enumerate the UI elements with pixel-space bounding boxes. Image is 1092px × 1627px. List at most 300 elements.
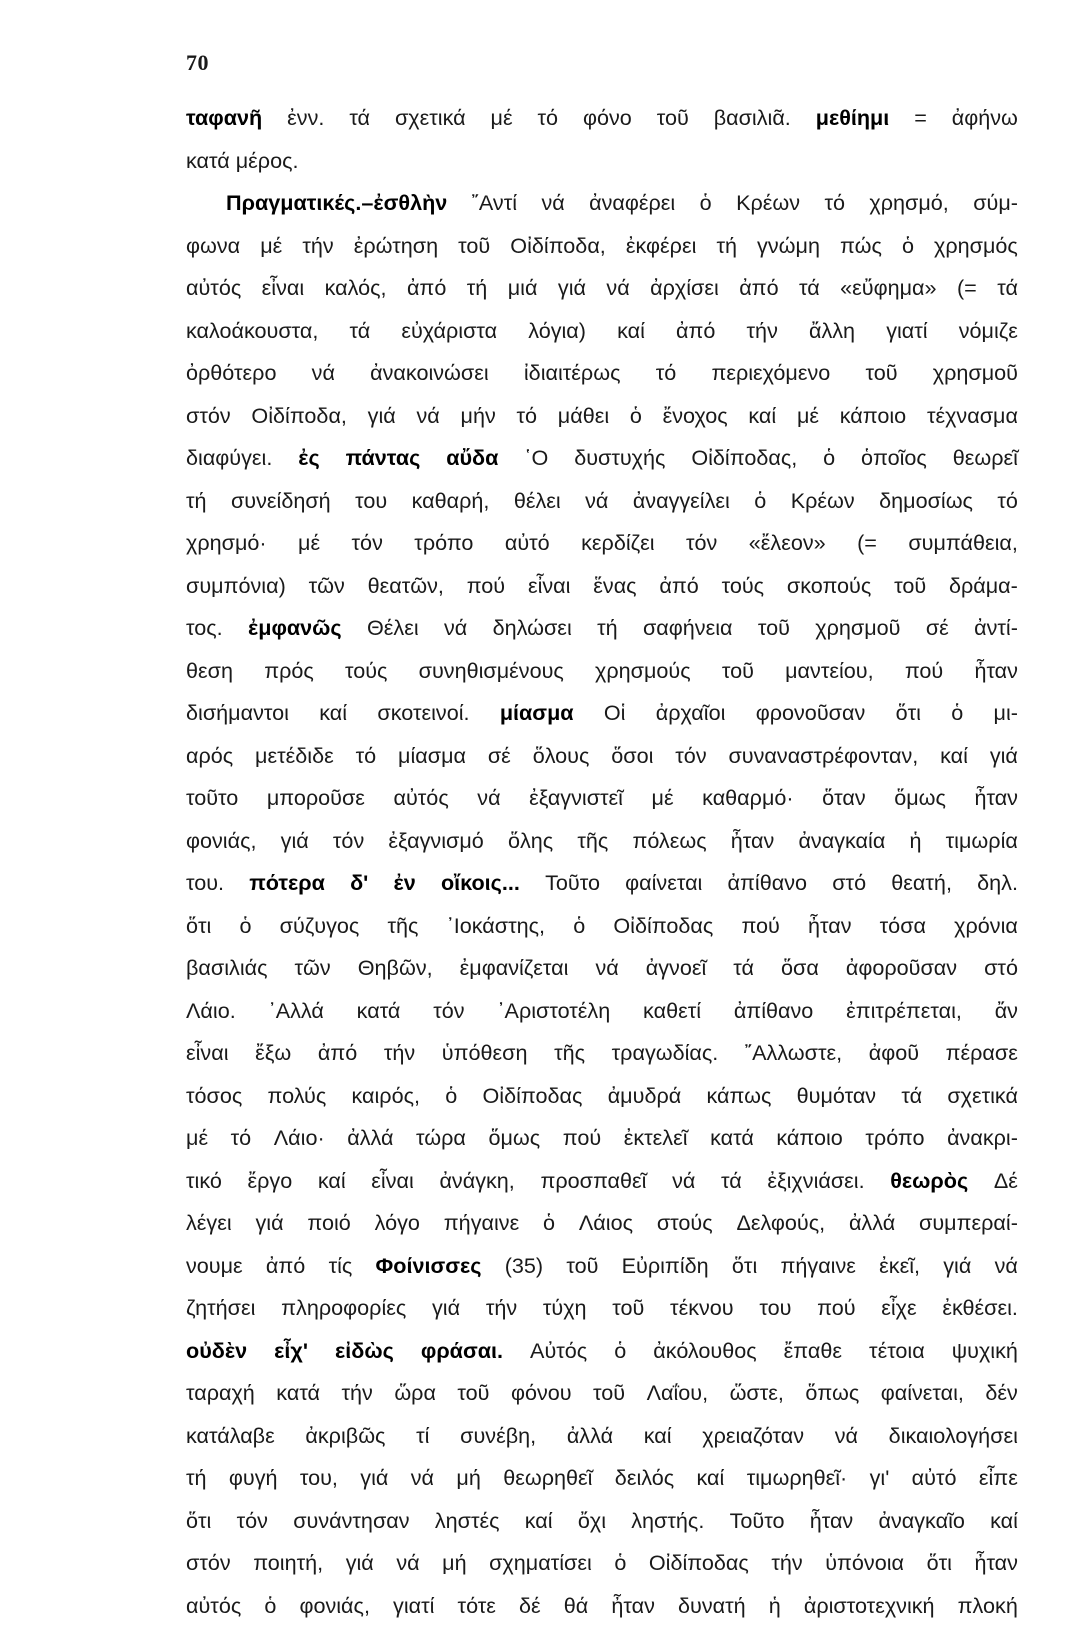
word: ἀπό	[676, 310, 715, 353]
word: νά	[312, 352, 335, 395]
text-line	[186, 310, 1018, 353]
word: ἄλλη	[809, 310, 855, 353]
word: ὅμως	[894, 777, 946, 820]
word: νά	[672, 1160, 695, 1203]
word: τῆς	[577, 820, 608, 863]
word: ὅταν	[822, 777, 866, 820]
word: μέ	[491, 97, 513, 140]
word: ὅλους	[533, 735, 590, 778]
text-line	[186, 395, 1018, 438]
word: τοῦ	[722, 650, 754, 693]
lemma-word: Φοίνισσες	[376, 1245, 482, 1288]
word: ἀναγκαία	[798, 820, 885, 863]
word: ἡ	[769, 1585, 781, 1627]
text-line	[186, 990, 1018, 1033]
word: γιατί	[393, 1585, 434, 1627]
word: φαίνεται	[625, 862, 702, 905]
word: μποροῦσε	[267, 777, 365, 820]
word: τήν	[486, 1287, 517, 1330]
word: ὁ	[614, 1330, 626, 1373]
word: (35)	[505, 1245, 543, 1288]
word: ἀναγγείλει	[633, 480, 730, 523]
word: αρός	[186, 735, 233, 778]
text-line	[186, 1287, 1018, 1330]
word: γι'	[870, 1457, 890, 1500]
word: τή	[186, 1457, 207, 1500]
text-line	[186, 1245, 1018, 1288]
word: πόλεως	[632, 820, 706, 863]
word: προσπαθεῖ	[540, 1160, 646, 1203]
word: μάθει	[558, 395, 609, 438]
text-line	[186, 522, 1018, 565]
text-line	[186, 1500, 1018, 1543]
word: Οἰδίποδας	[613, 905, 713, 948]
word: μήν	[461, 395, 496, 438]
word: πού	[467, 565, 505, 608]
word: συνηθισμένους	[419, 650, 564, 693]
word: ἀπό	[407, 267, 446, 310]
word: τή	[186, 480, 207, 523]
word: ὄχι	[578, 1500, 606, 1543]
lemma-word: ἐμφανῶς	[248, 607, 342, 650]
word: μαντείου,	[785, 650, 874, 693]
word: γιά	[360, 1457, 388, 1500]
word: ὁ	[445, 1075, 457, 1118]
word: νά	[835, 1415, 858, 1458]
text-line	[186, 97, 1018, 140]
word: τό	[824, 182, 845, 225]
word: ἀναφέρει	[589, 182, 675, 225]
word: ἦταν	[974, 1542, 1018, 1585]
word: μέ	[652, 777, 674, 820]
lemma-word: φράσαι.	[421, 1330, 503, 1373]
text-line	[186, 1330, 1018, 1373]
word: διαφύγει.	[186, 437, 272, 480]
word: αὐτός	[186, 1585, 241, 1627]
word: ἄν	[995, 990, 1018, 1033]
word: τήν	[771, 1542, 802, 1585]
word: σέ	[926, 607, 949, 650]
word: λόγια)	[528, 310, 586, 353]
word: τραγωδίας.	[612, 1032, 719, 1075]
text-line	[186, 267, 1018, 310]
word: ἀρχαῖοι	[656, 692, 726, 735]
word: τοῦ	[593, 1372, 625, 1415]
word: φονιάς,	[186, 820, 257, 863]
word: τέκνου	[670, 1287, 734, 1330]
word: κατά	[710, 1117, 754, 1160]
word: κατά	[186, 140, 230, 183]
text-line	[186, 1585, 1018, 1627]
word: ἀρχίσει	[650, 267, 719, 310]
word: Αὐτός	[530, 1330, 587, 1373]
word: τότε	[458, 1585, 496, 1627]
word: ὁ	[823, 437, 835, 480]
word: τώρα	[416, 1117, 466, 1160]
text-line	[186, 820, 1018, 863]
word: ἦταν	[974, 777, 1018, 820]
word: σύμ-	[973, 182, 1018, 225]
word: Λάιο·	[274, 1117, 325, 1160]
word: ὑπόθεση	[442, 1032, 528, 1075]
word: βασιλιάς	[186, 947, 268, 990]
word: τό	[997, 480, 1018, 523]
word: ὁ	[543, 1202, 555, 1245]
word: ποιητή,	[253, 1542, 323, 1585]
word: (=	[857, 522, 877, 565]
text-line	[186, 1372, 1018, 1415]
word: τό	[356, 735, 377, 778]
word: ἐκεῖ,	[879, 1245, 920, 1288]
word: κατάλαβε	[186, 1415, 275, 1458]
word: μετέδιδε	[255, 735, 334, 778]
word: καί	[319, 692, 347, 735]
word: ἀριστοτεχνική	[804, 1585, 935, 1627]
word: καί	[990, 1500, 1018, 1543]
word: νά	[417, 395, 440, 438]
word: νά	[995, 1245, 1018, 1288]
word: θά	[564, 1585, 589, 1627]
word: θεση	[186, 650, 233, 693]
word: τή	[716, 225, 737, 268]
word: νόμιζε	[959, 310, 1018, 353]
word: δράμα-	[949, 565, 1018, 608]
word: σχηματίσει	[489, 1542, 592, 1585]
text-line	[186, 607, 1018, 650]
word: τήν	[302, 225, 333, 268]
word: ἀφήνω	[952, 97, 1018, 140]
word: χρόνια	[954, 905, 1018, 948]
word: =	[914, 97, 927, 140]
word: τοῦ	[866, 352, 898, 395]
word: ἐξαγνισμό	[388, 820, 483, 863]
word: ἰδιαιτέρως	[524, 352, 621, 395]
word: τόν	[237, 1500, 268, 1543]
word: μιά	[508, 267, 538, 310]
word: θεατή,	[891, 862, 952, 905]
word: ᾽Αριστοτέλη	[497, 990, 610, 1033]
text-line	[186, 1542, 1018, 1585]
word: ὁποῖος	[861, 437, 927, 480]
word: καί	[748, 395, 776, 438]
word: ἀναγκαῖο	[878, 1500, 964, 1543]
lemma-word: ἐν	[394, 862, 416, 905]
word: ἔργο	[248, 1160, 293, 1203]
word: περιεχόμενο	[711, 352, 830, 395]
word: δυνατή	[678, 1585, 746, 1627]
word: τά	[901, 1075, 922, 1118]
word: ὅσοι	[611, 735, 653, 778]
text-line	[186, 480, 1018, 523]
lemma-word: εἰδὼς	[335, 1330, 394, 1373]
word: Κρέων	[791, 480, 855, 523]
word: ὥρα	[394, 1372, 436, 1415]
word: τοῦ	[566, 1245, 598, 1288]
word: ταραχή	[186, 1372, 255, 1415]
word: καθετί	[643, 990, 701, 1033]
word: Τοῦτο	[730, 1500, 785, 1543]
word: πού	[563, 1117, 601, 1160]
word: «εὔφημα»	[840, 267, 936, 310]
word: τήν	[747, 310, 778, 353]
word: σκοτεινοί.	[377, 692, 469, 735]
word: ᾽Ιοκάστης,	[447, 905, 546, 948]
word: συνάντησαν	[293, 1500, 409, 1543]
word: γιά	[255, 1202, 283, 1245]
word: βασιλιᾶ.	[714, 97, 791, 140]
word: στούς	[657, 1202, 713, 1245]
lemma-word: αὔδα	[446, 437, 498, 480]
word: ὀρθότερο	[186, 352, 276, 395]
word: χρησμοῦ	[933, 352, 1018, 395]
word: σχετικά	[395, 97, 466, 140]
word: τέχνασμα	[927, 395, 1018, 438]
word: πώς	[840, 225, 882, 268]
word: ἐκτελεῖ	[624, 1117, 688, 1160]
word: θεωρεῖ	[953, 437, 1018, 480]
word: τήν	[342, 1372, 373, 1415]
word: καί	[318, 1160, 346, 1203]
word: ἔνοχος	[663, 395, 728, 438]
word: τά	[733, 947, 754, 990]
word: ἐπιτρέπεται,	[846, 990, 962, 1033]
word: τί	[416, 1415, 429, 1458]
word: τῆς	[387, 905, 418, 948]
text-line	[186, 182, 1018, 225]
word: τῆς	[554, 1032, 585, 1075]
word: ὁ	[239, 905, 251, 948]
word: δυστυχής	[574, 437, 665, 480]
word: τῶν	[309, 565, 345, 608]
word: γιά	[346, 1542, 374, 1585]
word: νά	[411, 1457, 434, 1500]
word: ὅτι	[896, 692, 921, 735]
word: ᾽Αλλά	[269, 990, 324, 1033]
word: του	[759, 1287, 791, 1330]
word: ὁ	[573, 905, 585, 948]
text-line	[186, 735, 1018, 778]
word: φόνο	[583, 97, 632, 140]
word: τά	[721, 1160, 742, 1203]
word: ἀπό	[659, 565, 698, 608]
word: εἶναι	[528, 565, 571, 608]
word: ἐνν.	[287, 97, 324, 140]
word: τή	[467, 267, 488, 310]
word: τοῦ	[612, 1287, 644, 1330]
word: ὁ	[951, 692, 963, 735]
word: ἀφοροῦσαν	[846, 947, 957, 990]
word: Δελφούς,	[736, 1202, 825, 1245]
word: τήν	[384, 1032, 415, 1075]
word: ὅπως	[805, 1372, 859, 1415]
word: πέρασε	[946, 1032, 1018, 1075]
word: χρειαζόταν	[702, 1415, 804, 1458]
word: ῾Ο	[524, 437, 548, 480]
word: Δέ	[994, 1160, 1018, 1203]
word: ἀκόλουθος	[653, 1330, 756, 1373]
word: τούς	[722, 565, 764, 608]
text-line	[186, 352, 1018, 395]
word: φονιάς,	[299, 1585, 370, 1627]
word: μέ	[298, 522, 320, 565]
text-line	[186, 650, 1018, 693]
lemma-word: οἴκοις...	[441, 862, 520, 905]
word: τῶν	[295, 947, 331, 990]
word: ἀνακρι-	[947, 1117, 1018, 1160]
word: μέ	[260, 225, 282, 268]
word: Λάιος	[579, 1202, 633, 1245]
word: τόν	[433, 990, 464, 1033]
word: πού	[817, 1287, 855, 1330]
word: κάπως	[706, 1075, 771, 1118]
word: Οἰδίποδας	[483, 1075, 583, 1118]
word: στόν	[186, 395, 231, 438]
word: σύζυγος	[280, 905, 360, 948]
word: συνέβη,	[460, 1415, 536, 1458]
word: δέ	[519, 1585, 541, 1627]
word: θεατῶν,	[368, 565, 444, 608]
word: τρόπο	[414, 522, 473, 565]
word: πρός	[264, 650, 314, 693]
word: τό	[231, 1117, 252, 1160]
word: τούς	[345, 650, 387, 693]
word: ἀκριβῶς	[305, 1415, 385, 1458]
word: ἦταν	[810, 1500, 854, 1543]
word: τό	[517, 395, 538, 438]
word: μή	[442, 1542, 466, 1585]
word: Εὐριπίδη	[622, 1245, 709, 1288]
word: ὑπόνοια	[825, 1542, 904, 1585]
word: καθαρή,	[412, 480, 490, 523]
word: τικό	[186, 1160, 222, 1203]
word: ὁ	[700, 182, 712, 225]
text-line	[186, 225, 1018, 268]
word: ἡ	[909, 820, 921, 863]
word: εἶχε	[881, 1287, 916, 1330]
word: τόν	[675, 735, 706, 778]
word: τόσος	[186, 1075, 242, 1118]
text-line	[186, 1117, 1018, 1160]
text-line	[186, 1457, 1018, 1500]
word: γιά	[990, 735, 1018, 778]
word: δημοσίως	[879, 480, 973, 523]
word: ἀγνοεῖ	[646, 947, 707, 990]
word: μέρος.	[236, 140, 299, 183]
word: συμπεραί-	[919, 1202, 1018, 1245]
word: ἔξω	[255, 1032, 291, 1075]
word: (=	[957, 267, 977, 310]
word: του,	[300, 1457, 338, 1500]
word: ὅλης	[508, 820, 553, 863]
text-line	[186, 1032, 1018, 1075]
word: νά	[541, 182, 564, 225]
word: τό	[656, 352, 677, 395]
word: συμπόνια)	[186, 565, 286, 608]
word: ἐκφέρει	[626, 225, 697, 268]
word: ὁ	[754, 480, 766, 523]
word: στόν	[186, 1542, 231, 1585]
word: κατά	[276, 1372, 320, 1415]
word: εὐχάριστα	[401, 310, 497, 353]
text-line	[186, 1160, 1018, 1203]
word: θεωρηθεῖ	[503, 1457, 592, 1500]
word: ἐκθέσει.	[942, 1287, 1018, 1330]
word: «ἔλεον»	[749, 522, 826, 565]
word: Οἰδίποδας	[649, 1542, 749, 1585]
word: εἶναι	[262, 267, 305, 310]
lemma-word: οὐδὲν	[186, 1330, 247, 1373]
word: γνώμη	[757, 225, 820, 268]
word: τά	[349, 97, 370, 140]
word: ἀπίθανο	[728, 862, 807, 905]
word: σκοπούς	[787, 565, 871, 608]
word: πήγαινε	[444, 1202, 519, 1245]
word: συναναστρέφονταν,	[728, 735, 918, 778]
text-line	[186, 1075, 1018, 1118]
word: τά	[997, 267, 1018, 310]
word: νουμε	[186, 1245, 243, 1288]
word: Τοῦτο	[545, 862, 600, 905]
lemma-word: μεθίημι	[816, 97, 890, 140]
word: δειλός	[615, 1457, 674, 1500]
word: ἦταν	[611, 1585, 655, 1627]
word: ἦταν	[974, 650, 1018, 693]
word: ἀλλά	[849, 1202, 895, 1245]
lemma-word: ταφανῆ	[186, 97, 262, 140]
word: ἐξιχνιάσει.	[767, 1160, 864, 1203]
word: τίς	[329, 1245, 353, 1288]
word: δηλ.	[977, 862, 1018, 905]
word: Κρέων	[736, 182, 800, 225]
word: φυγή	[229, 1457, 278, 1500]
word: ληστής.	[631, 1500, 704, 1543]
word: χρησμό,	[869, 182, 948, 225]
word: ῎Αντί	[472, 182, 517, 225]
text-line	[186, 777, 1018, 820]
word: λόγο	[375, 1202, 420, 1245]
word: ἦταν	[731, 820, 775, 863]
word: νά	[396, 1542, 419, 1585]
text-line	[186, 947, 1018, 990]
word: σχετικά	[947, 1075, 1018, 1118]
word: μέ	[797, 395, 819, 438]
word: χρησμός	[934, 225, 1018, 268]
word: δηλώσει	[493, 607, 572, 650]
word: μι-	[994, 692, 1018, 735]
text-line	[186, 1202, 1018, 1245]
word: γιατί	[886, 310, 927, 353]
word: τό	[538, 97, 559, 140]
word: πολύς	[268, 1075, 327, 1118]
lemma-word: δ'	[350, 862, 368, 905]
word: τή	[597, 607, 618, 650]
word: πλοκή	[958, 1585, 1018, 1627]
word: φαίνεται,	[881, 1372, 964, 1415]
word: ἐξαγνιστεῖ	[529, 777, 623, 820]
word: γιά	[281, 820, 309, 863]
word: ἀλλά	[567, 1415, 613, 1458]
word: μίασμα	[398, 735, 466, 778]
word: χρησμό·	[186, 522, 267, 565]
word: ὁ	[630, 395, 642, 438]
word: ποιό	[307, 1202, 350, 1245]
word: Οἰδίποδα,	[251, 395, 347, 438]
word: ὥστε,	[730, 1372, 784, 1415]
word: αὐτός	[393, 777, 448, 820]
word: ὁ	[264, 1585, 276, 1627]
word: σαφήνεια	[643, 607, 733, 650]
word: Οἰδίποδας,	[691, 437, 797, 480]
